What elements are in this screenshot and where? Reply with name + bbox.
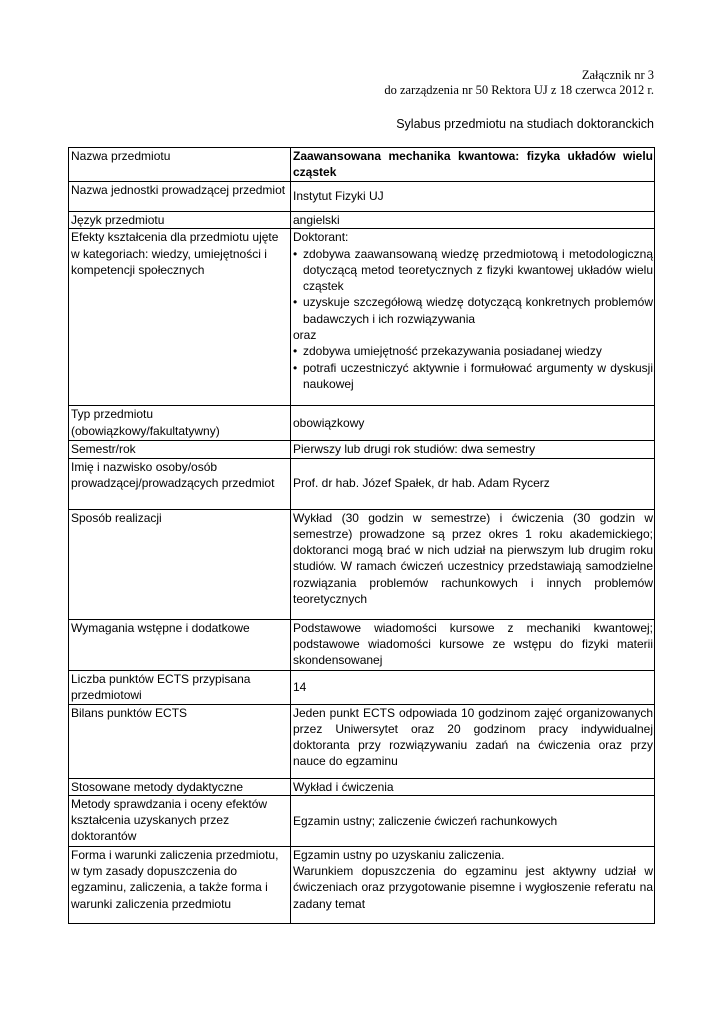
- realization-value: Wykład (30 godzin w semestrze) i ćwiczenia (30 godzin w semestrze) prowadzone są przez okres 1 roku akademickiego; doktoranci mogą brać w nich udział na pierwszym lub drugim roku studiów. W ramach ćwiczeń uczestnicy przedstawiają samodzielne rozwiązania problemów rachunkowych i innych problemów teoretycznych: [291, 509, 655, 619]
- table-row: [69, 182, 655, 212]
- table-row: [69, 619, 655, 670]
- outcomes-list: [293, 343, 653, 392]
- outcomes-value: [291, 229, 655, 406]
- table-row: [69, 212, 655, 229]
- type-value: obowiązkowy: [291, 406, 655, 441]
- semester-value: Pierwszy lub drugi rok studiów: dwa semestry: [291, 441, 655, 458]
- table-row: [69, 778, 655, 795]
- table-row: [69, 846, 655, 923]
- unit-value: Instytut Fizyki UJ: [291, 182, 655, 212]
- methods-value: Wykład i ćwiczenia: [291, 778, 655, 795]
- table-row: [69, 795, 655, 846]
- label-cell: Stosowane metody dydaktyczne: [69, 778, 291, 795]
- lecturers-value: Prof. dr hab. Józef Spałek, dr hab. Adam Rycerz: [291, 458, 655, 509]
- outcomes-conjunction: oraz: [293, 328, 317, 343]
- outcomes-intro: Doktorant:: [293, 230, 349, 245]
- label-cell: Metody sprawdzania i oceny efektów kształcenia uzyskanych przez doktorantów: [69, 795, 291, 846]
- table-row: [69, 406, 655, 441]
- table-row: [69, 509, 655, 619]
- label-cell: Liczba punktów ECTS przypisana przedmiotowi: [69, 670, 291, 704]
- label-cell: Efekty kształcenia dla przedmiotu ujęte w kategoriach: wiedzy, umiejętności i kompetencji społecznych: [69, 229, 291, 406]
- outcomes-list: [293, 246, 653, 327]
- label-cell: Forma i warunki zaliczenia przedmiotu, w tym zasady dopuszczenia do egzaminu, zaliczenia, a także forma i warunki zaliczenia przedmiotu: [69, 846, 291, 923]
- label-cell: Nazwa przedmiotu: [69, 148, 291, 182]
- list-item: • zdobywa zaawansowaną wiedzę przedmiotową i metodologiczną dotyczącą metod teoretycznych z fizyki kwantowej układów wielu cząstek: [293, 246, 653, 295]
- label-cell: Typ przedmiotu (obowiązkowy/fakultatywny): [69, 406, 291, 441]
- attachment-number: Załącznik nr 3: [581, 68, 654, 82]
- table-row: [69, 441, 655, 458]
- list-item: • uzyskuje szczegółową wiedzę dotyczącą konkretnych problemów badawczych i ich rozwiązywania: [293, 294, 653, 327]
- label-cell: Semestr/rok: [69, 441, 291, 458]
- table-row: [69, 704, 655, 778]
- completion-line-1: Egzamin ustny po uzyskaniu zaliczenia.: [293, 847, 505, 862]
- requirements-value: Podstawowe wiadomości kursowe z mechaniki kwantowej; podstawowe wiadomości kursowe ze wstępu do fizyki materii skondensowanej: [291, 619, 655, 670]
- table-row: [69, 458, 655, 509]
- syllabus-table: [68, 147, 655, 924]
- course-name-value: Zaawansowana mechanika kwantowa: fizyka układów wielu cząstek: [291, 148, 655, 182]
- label-cell: Imię i nazwisko osoby/osób prowadzącej/prowadzących przedmiot: [69, 458, 291, 509]
- table-row: [69, 670, 655, 704]
- label-cell: Nazwa jednostki prowadzącej przedmiot: [69, 182, 291, 212]
- completion-line-2: Warunkiem dopuszczenia do egzaminu jest aktywny udział w ćwiczeniach oraz przygotowanie pisemne i wygłoszenie referatu na zadany temat: [293, 864, 653, 911]
- list-item: • potrafi uczestniczyć aktywnie i formułować argumenty w dyskusji naukowej: [293, 360, 653, 393]
- assessment-value: Egzamin ustny; zaliczenie ćwiczeń rachunkowych: [291, 795, 655, 846]
- label-cell: Bilans punktów ECTS: [69, 704, 291, 778]
- label-cell: Wymagania wstępne i dodatkowe: [69, 619, 291, 670]
- table-row: [69, 148, 655, 182]
- ects-value: 14: [291, 670, 655, 704]
- decree-reference: do zarządzenia nr 50 Rektora UJ z 18 czerwca 2012 r.: [384, 83, 654, 97]
- completion-value: [291, 846, 655, 923]
- list-item: • zdobywa umiejętność przekazywania posiadanej wiedzy: [293, 343, 653, 359]
- label-cell: Sposób realizacji: [69, 509, 291, 619]
- table-row: [69, 229, 655, 406]
- label-cell: Język przedmiotu: [69, 212, 291, 229]
- document-subtitle: Sylabus przedmiotu na studiach doktoranckich: [396, 117, 654, 131]
- ects-balance-value: Jeden punkt ECTS odpowiada 10 godzinom zajęć organizowanych przez Uniwersytet oraz 20 godzinom pracy indywidualnej doktoranta przy rozwiązywaniu zadań na ćwiczenia oraz przy nauce do egzaminu: [291, 704, 655, 778]
- language-value: angielski: [291, 212, 655, 229]
